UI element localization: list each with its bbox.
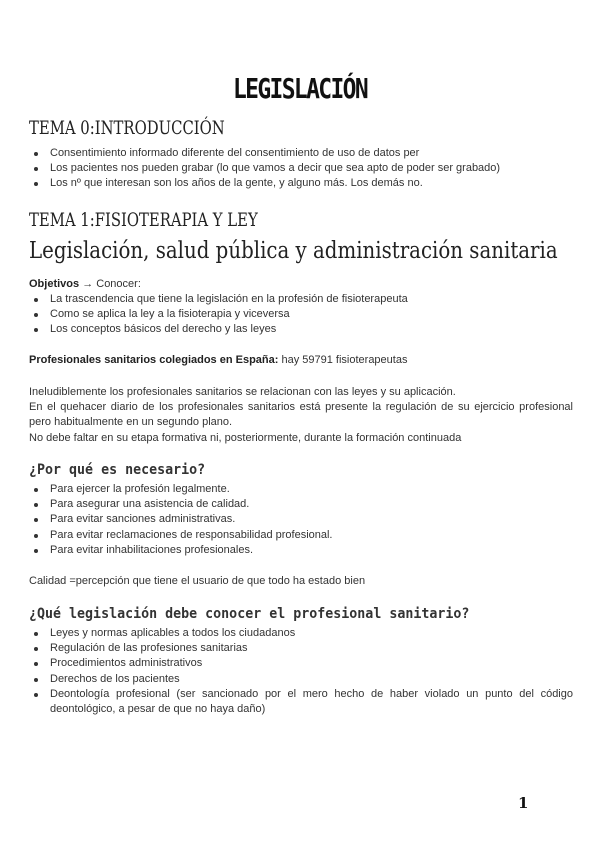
section-subtitle: Legislación, salud pública y administración sanitaria — [29, 238, 558, 264]
list-item: Los conceptos básicos del derecho y las leyes — [29, 322, 573, 337]
paragraph: En el quehacer diario de los profesionales sanitarios está presente la regulación de su ejercicio profesional pero habitualmente en un segundo plano. — [29, 401, 573, 429]
arrow-icon: → — [82, 278, 94, 290]
list-item: Para evitar inhabilitaciones profesionales. — [29, 543, 573, 558]
list-item: Leyes y normas aplicables a todos los ciudadanos — [29, 626, 573, 641]
list-item: Procedimientos administrativos — [29, 656, 573, 671]
list-item: Consentimiento informado diferente del consentimiento de uso de datos per — [29, 146, 573, 161]
page-number: 1 — [518, 794, 529, 812]
por-que-heading: ¿Por qué es necesario? — [29, 462, 206, 478]
list-item: Regulación de las profesiones sanitarias — [29, 641, 573, 656]
colegiados-text: hay 59791 fisioterapeutas — [281, 354, 408, 366]
list-item: Para ejercer la profesión legalmente. — [29, 482, 573, 497]
objetivos-line — [29, 277, 141, 292]
document-title: LEGISLACIÓN — [232, 72, 368, 105]
colegiados-line — [29, 353, 407, 368]
colegiados-label: Profesionales sanitarios colegiados en España: — [29, 354, 279, 366]
paragraph: No debe faltar en su etapa formativa ni, posteriormente, durante la formación continuada — [29, 432, 462, 444]
que-legislacion-heading: ¿Qué legislación debe conocer el profesional sanitario? — [29, 606, 470, 622]
list-item: Derechos de los pacientes — [29, 672, 573, 687]
tema0-heading: TEMA 0:INTRODUCCIÓN — [29, 117, 225, 139]
tema0-list — [29, 146, 573, 192]
por-que-list — [29, 482, 573, 558]
calidad-line: Calidad =percepción que tiene el usuario de que todo ha estado bien — [29, 575, 366, 587]
objetivos-list — [29, 292, 573, 338]
list-item: Para asegurar una asistencia de calidad. — [29, 497, 573, 512]
list-item: La trascendencia que tiene la legislación en la profesión de fisioterapeuta — [29, 292, 573, 307]
list-item: Los nº que interesan son los años de la gente, y alguno más. Los demás no. — [29, 176, 573, 191]
list-item: Deontología profesional (ser sancionado por el mero hecho de haber violado un punto del código deontológico, a pesar de que no haya daño) — [29, 687, 573, 717]
tema1-heading: TEMA 1:FISIOTERAPIA Y LEY — [29, 209, 258, 231]
list-item: Como se aplica la ley a la fisioterapia y viceversa — [29, 307, 573, 322]
objetivos-text: Conocer: — [96, 278, 141, 290]
list-item: Para evitar sanciones administrativas. — [29, 512, 573, 527]
paragraph: Ineludiblemente los profesionales sanitarios se relacionan con las leyes y su aplicación. — [29, 386, 456, 398]
que-legislacion-list — [29, 626, 573, 717]
list-item: Para evitar reclamaciones de responsabilidad profesional. — [29, 528, 573, 543]
list-item: Los pacientes nos pueden grabar (lo que vamos a decir que sea apto de poder ser grabado) — [29, 161, 573, 176]
objetivos-label: Objetivos — [29, 278, 80, 290]
